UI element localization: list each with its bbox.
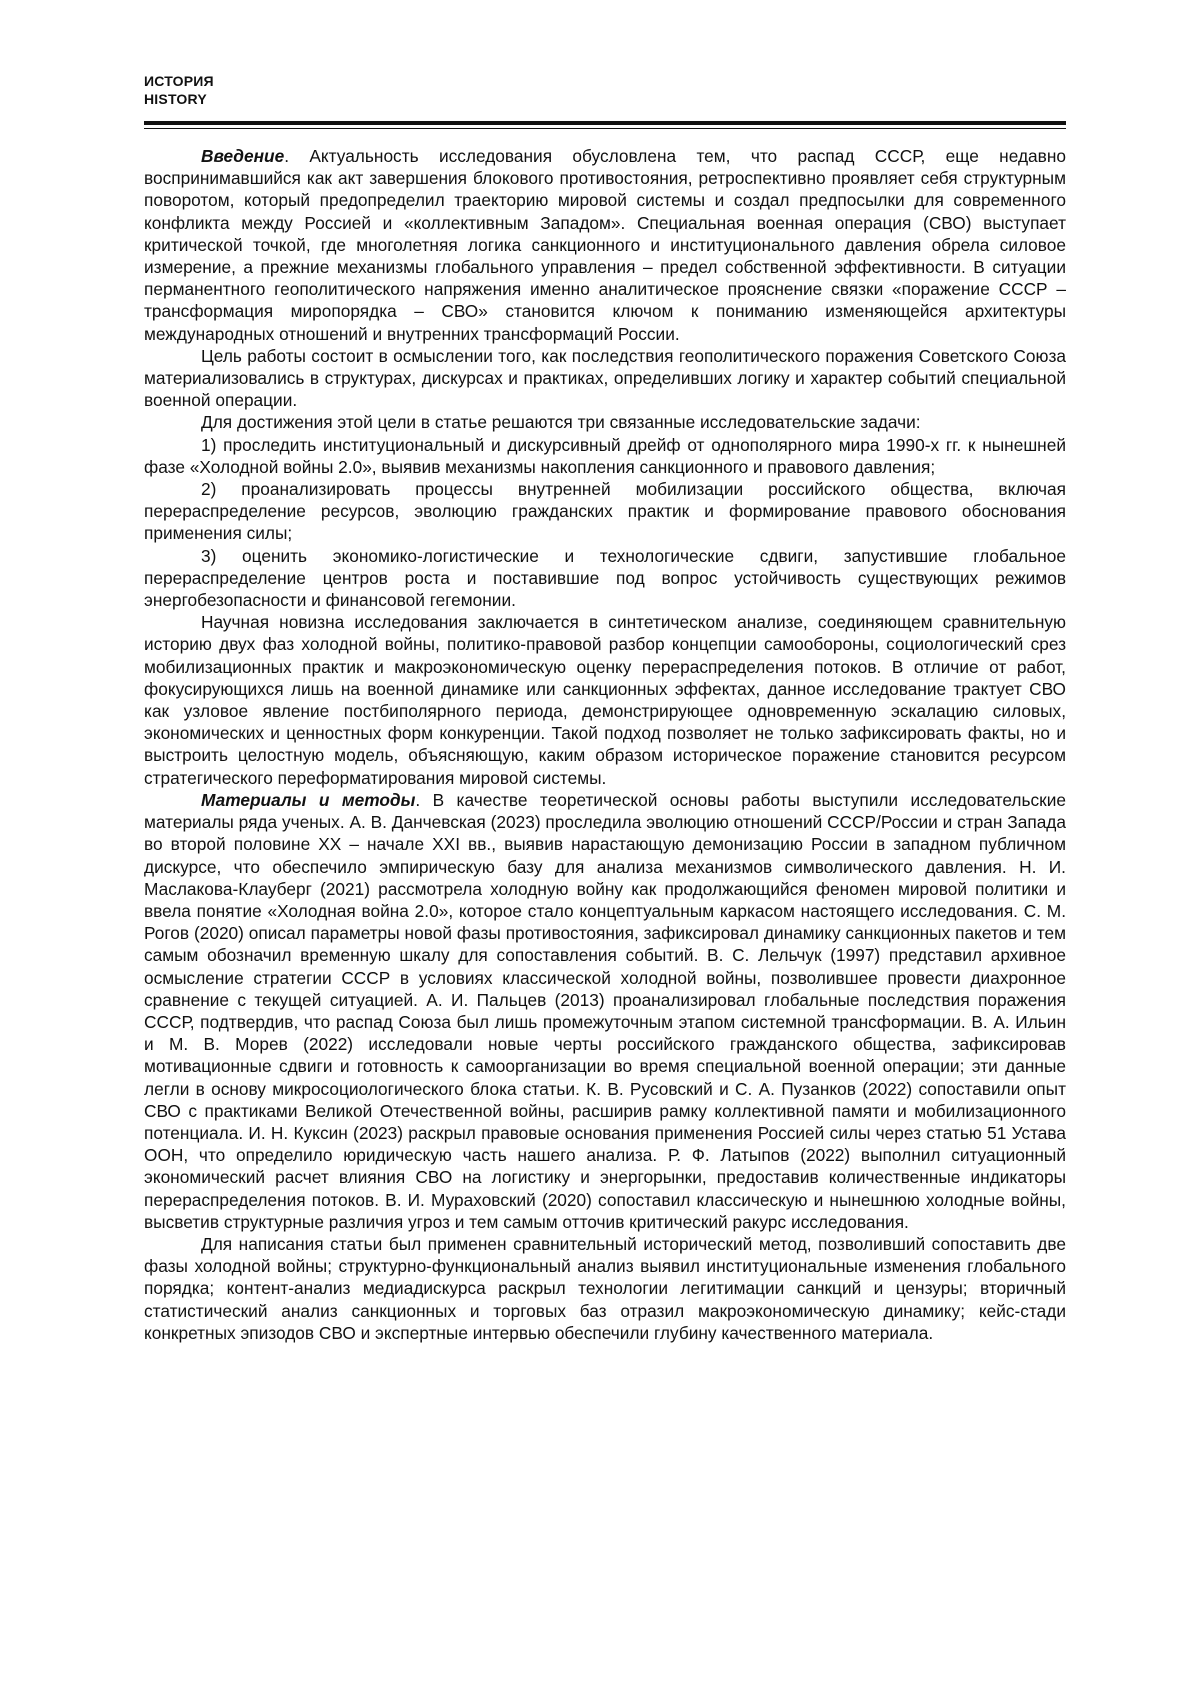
paragraph-task-2: 2) проанализировать процессы внутренней мобилизации российского общества, включая перераспределение ресурсов, эволюцию гражданских практик и формирование правового обоснования применения силы; [144,479,1066,544]
paragraph-task-1: 1) проследить институциональный и дискурсивный дрейф от однополярного мира 1990-х гг. к нынешней фазе «Холодной войны 2.0», выявив механизмы накопления санкционного и правового давления; [144,434,1066,477]
paragraph-novelty: Научная новизна исследования заключается в синтетическом анализе, соединяющем сравнительную историю двух фаз холодной войны, политико-правовой разбор концепции самообороны, социологический срез мобилизационных практик и макроэкономическую оценку перераспределения потоков. В отличие от работ, фокусирующихся лишь на военной динамике или санкционных эффектах, данное исследование трактует СВО как узловое явление постбиполярного периода, демонстрирующее одновременную эскалацию силовых, экономических и ценностных форм конкуренции. Такой подход позволяет не только зафиксировать факты, но и выстроить целостную модель, объясняющую, каким образом историческое поражение становится ресурсом стратегического переформатирования мировой системы. [144,612,1066,788]
running-header [144,72,214,108]
section-label-ru: ИСТОРИЯ [144,73,214,89]
paragraph-text: . Актуальность исследования обусловлена тем, что распад СССР, еще недавно воспринимавшийся как акт завершения блокового противостояния, ретроспективно проявляет себя структурным поворотом, который предопределил траекторию мировой системы и создал предпосылки для современного конфликта между Россией и «коллективным Западом». Специальная военная операция (СВО) выступает критической точкой, где многолетняя логика санкционного и институционального давления обрела силовое измерение, а прежние механизмы глобального управления – предел собственной эффективности. В ситуации перманентного геополитического напряжения именно аналитическое прояснение связки «поражение СССР – трансформация миропорядка – СВО» становится ключом к пониманию изменяющейся архитектуры международных отношений и внутренних трансформаций России. [144,146,1066,344]
article-body [144,145,1066,1344]
paragraph-introduction [144,145,1066,345]
paragraph-tasks-intro: Для достижения этой цели в статье решаются три связанные исследовательские задачи: [201,412,921,433]
heading-materials-methods: Материалы и методы [201,789,416,810]
paragraph-task-3: 3) оценить экономико-логистические и технологические сдвиги, запустившие глобальное перераспределение центров роста и поставившие под вопрос устойчивость существующих режимов энергобезопасности и финансовой гегемонии. [144,545,1066,611]
paragraph-materials-methods [144,789,1066,1233]
header-rule-thin [144,128,1066,129]
section-label-en: HISTORY [144,91,207,107]
header-rule-thick [144,121,1066,125]
paragraph-goal: Цель работы состоит в осмыслении того, как последствия геополитического поражения Советского Союза материализовались в структурах, дискурсах и практиках, определивших логику и характер событий специальной военной операции. [144,345,1066,411]
paragraph-methods: Для написания статьи был применен сравнительный исторический метод, позволивший сопоставить две фазы холодной войны; структурно-функциональный анализ выявил институциональные изменения глобального порядка; контент-анализ медиадискурса раскрыл технологии легитимации санкций и цензуры; вторичный статистический анализ санкционных и торговых баз отразил макроэкономическую динамику; кейс-стади конкретных эпизодов СВО и экспертные интервью обеспечили глубину качественного материала. [144,1233,1066,1343]
heading-introduction: Введение [201,146,285,166]
paragraph-text: . В качестве теоретической основы работы выступили исследовательские материалы ряда ученых. А. В. Данчевская (2023) проследила эволюцию отношений СССР/России и стран Запада во второй половине XX – начале XXI вв., выявив нарастающую демонизацию России в западном публичном дискурсе, что обеспечило эмпирическую базу для анализа механизмов символического давления. Н. И. Маслакова-Клауберг (2021) рассмотрела холодную войну как продолжающийся феномен мировой политики и ввела понятие «Холодная война 2.0», которое стало концептуальным каркасом настоящего исследования. С. М. Рогов (2020) описал параметры новой фазы противостояния, зафиксировал динамику санкционных пакетов и тем самым обозначил временную шкалу для сопоставления событий. В. С. Лельчук (1997) представил архивное осмысление стратегии СССР в условиях классической холодной войны, позволившее провести диахронное сравнение с текущей ситуацией. А. И. Пальцев (2013) проанализировал глобальные последствия поражения СССР, подтвердив, что распад Союза был лишь промежуточным этапом системной трансформации. В. А. Ильин и М. В. Морев (2022) исследовали новые черты российского гражданского общества, зафиксировав мотивационные сдвиги и готовность к самоорганизации во время специальной военной операции; эти данные легли в основу микросоциологического блока статьи. К. В. Русовский и С. А. Пузанков (2022) сопоставили опыт СВО с практиками Великой Отечественной войны, расширив рамку коллективной памяти и мобилизационного потенциала. И. Н. Куксин (2023) раскрыл правовые основания применения Россией силы через статью 51 Устава ООН, что определило юридическую часть нашего анализа. Р. Ф. Латыпов (2022) выполнил ситуационный экономический расчет влияния СВО на логистику и энергорынки, предоставив количественные индикаторы перераспределения потоков. В. И. Мураховский (2020) сопоставил классическую и нынешнюю холодные войны, высветив структурные различия угроз и тем самым отточив критический ракурс исследования. [144,789,1066,1232]
